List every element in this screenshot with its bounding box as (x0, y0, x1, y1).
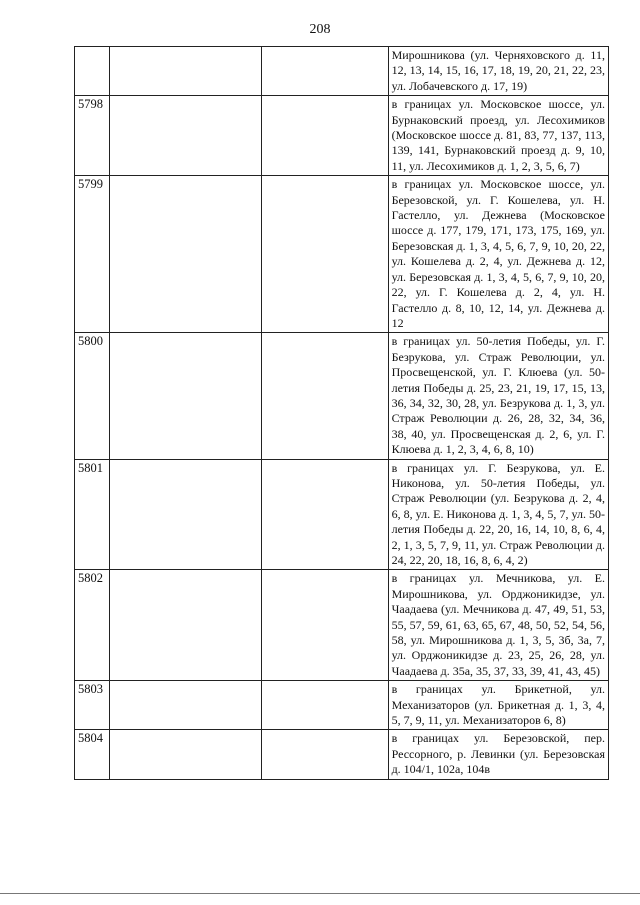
district-table (74, 46, 609, 780)
empty-cell (262, 570, 388, 681)
row-number: 5803 (75, 681, 110, 730)
table-row (75, 570, 609, 681)
address-cell: в границах ул. Мечникова, ул. Е. Мирошникова, ул. Орджоникидзе, ул. Чаадаева (ул. Мечникова д. 47, 49, 51, 53, 55, 57, 59, 61, 63, 65, 67, 48, 50, 52, 54, 56, 58, ул. Мирошникова д. 1, 3, 5, 3б, 3а, 7, ул. Орджоникидзе д. 23, 25, 26, 28, ул. Чаадаева д. 35а, 35, 37, 33, 39, 41, 43, 45) (388, 570, 608, 681)
address-cell: в границах ул. Брикетной, ул. Механизаторов (ул. Брикетная д. 1, 3, 4, 5, 7, 9, 11, ул. Механизаторов 6, 8) (388, 681, 608, 730)
empty-cell (110, 333, 262, 459)
table-row (75, 333, 609, 459)
empty-cell (262, 176, 388, 333)
table-row (75, 730, 609, 779)
row-number (75, 47, 110, 96)
row-number: 5804 (75, 730, 110, 779)
address-cell: в границах ул. Г. Безрукова, ул. Е. Никонова, ул. 50-летия Победы, ул. Страж Революции (ул. Безрукова д. 2, 4, 6, 8, ул. Е. Никонова д. 1, 3, 4, 5, 7, ул. 50-летия Победы д. 22, 20, 16, 14, 10, 8, 6, 4, 2, 1, 3, 5, 7, 9, 11, ул. Страж Революции д. 24, 22, 20, 18, 16, 8, 6, 4, 2) (388, 459, 608, 570)
table-row (75, 176, 609, 333)
empty-cell (262, 681, 388, 730)
empty-cell (262, 96, 388, 176)
page-number: 208 (309, 22, 331, 37)
row-number: 5798 (75, 96, 110, 176)
empty-cell (110, 96, 262, 176)
address-cell: в границах ул. Московское шоссе, ул. Бурнаковский проезд, ул. Лесохимиков (Московское шоссе д. 81, 83, 77, 137, 113, 139, 141, Бурнаковский проезд д. 9, 10, 11, ул. Лесохимиков д. 1, 2, 3, 5, 6, 7) (388, 96, 608, 176)
row-number: 5799 (75, 176, 110, 333)
empty-cell (110, 730, 262, 779)
empty-cell (110, 176, 262, 333)
empty-cell (110, 47, 262, 96)
empty-cell (110, 459, 262, 570)
table-row (75, 681, 609, 730)
table-row (75, 47, 609, 96)
address-cell: в границах ул. 50-летия Победы, ул. Г. Безрукова, ул. Страж Революции, ул. Просвещенской, ул. Г. Клюева (ул. 50-летия Победы д. 25, 23, 21, 19, 17, 15, 13, 36, 34, 32, 30, 28, ул. Безрукова д. 1, 3, ул. Страж Революции д. 26, 28, 32, 34, 36, 38, 40, ул. Просвещенская д. 2, 6, ул. Г. Клюева д. 1, 2, 3, 4, 6, 8, 10) (388, 333, 608, 459)
empty-cell (110, 570, 262, 681)
empty-cell (110, 681, 262, 730)
address-cell: в границах ул. Московское шоссе, ул. Березовской, ул. Г. Кошелева, ул. Н. Гастелло, ул. Дежнева (Московское шоссе д. 177, 179, 171, 173, 175, 169, ул. Березовская д. 1, 3, 4, 5, 6, 7, 9, 10, 20, 22, ул. Кошелева д. 2, 4, ул. Дежнева д. 12, ул. Березовская д. 1, 3, 4, 5, 6, 7, 9, 10, 20, 22, ул. Г. Кошелева д. 2, 4, ул. Н. Гастелло д. 8, 10, 12, 14, ул. Дежнева д. 12 (388, 176, 608, 333)
row-number: 5802 (75, 570, 110, 681)
address-cell: в границах ул. Березовской, пер. Рессорного, р. Левинки (ул. Березовская д. 104/1, 102а, 104в (388, 730, 608, 779)
row-number: 5801 (75, 459, 110, 570)
page-bottom-rule (0, 893, 640, 894)
table-row (75, 96, 609, 176)
row-number: 5800 (75, 333, 110, 459)
empty-cell (262, 459, 388, 570)
empty-cell (262, 730, 388, 779)
address-cell: Мирошникова (ул. Черняховского д. 11, 12, 13, 14, 15, 16, 17, 18, 19, 20, 21, 22, 23, ул. Лобачевского д. 17, 19) (388, 47, 608, 96)
empty-cell (262, 47, 388, 96)
table-row (75, 459, 609, 570)
empty-cell (262, 333, 388, 459)
